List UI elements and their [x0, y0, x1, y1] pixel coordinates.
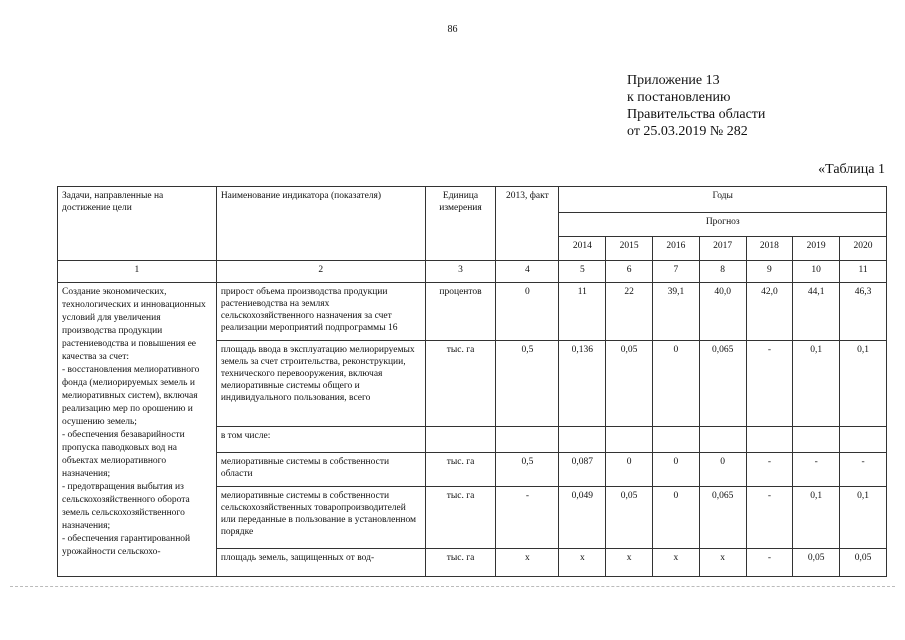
unit-cell: тыс. га [425, 341, 496, 427]
column-number: 3 [425, 261, 496, 283]
value-cell: 0,05 [840, 549, 887, 577]
value-cell: - [746, 453, 793, 487]
column-number: 8 [699, 261, 746, 283]
value-cell: - [793, 453, 840, 487]
indicator-name: мелиоративные системы в собственности области [216, 453, 425, 487]
appendix-line: от 25.03.2019 № 282 [627, 124, 748, 139]
appendix-line: Приложение 13 [627, 73, 720, 88]
value-cell: 0,1 [840, 341, 887, 427]
table-row [58, 283, 887, 341]
header-forecast: Прогноз [559, 213, 887, 237]
indicator-name: в том числе: [216, 427, 425, 453]
value-cell: - [840, 453, 887, 487]
unit-cell: тыс. га [425, 549, 496, 577]
value-cell: 39,1 [653, 283, 700, 341]
column-number: 9 [746, 261, 793, 283]
value-cell: - [746, 487, 793, 549]
year-cell: 2020 [840, 237, 887, 261]
value-cell: 0 [699, 453, 746, 487]
column-number-row [58, 261, 887, 283]
value-cell: 40,0 [699, 283, 746, 341]
unit-cell: тыс. га [425, 453, 496, 487]
header-unit: Единица измерения [425, 187, 496, 261]
value-cell: 11 [559, 283, 606, 341]
header-years: Годы [559, 187, 887, 213]
indicator-name: мелиоративные системы в собственности сельскохозяйственных товаропроизводителей или переданные в пользование в установленном порядке [216, 487, 425, 549]
year-cell: 2016 [653, 237, 700, 261]
unit-cell: процентов [425, 283, 496, 341]
page-bottom-margin [0, 586, 905, 640]
value-cell: 0 [653, 487, 700, 549]
appendix-line: Правительства области [627, 107, 766, 122]
value-cell: - [746, 549, 793, 577]
header-tasks: Задачи, направленные на достижение цели [58, 187, 217, 261]
page-cut-line [10, 586, 895, 587]
year-cell: 2014 [559, 237, 606, 261]
value-cell: 0,1 [793, 341, 840, 427]
appendix-block [627, 72, 765, 140]
fact-cell: - [496, 487, 559, 549]
value-cell: 46,3 [840, 283, 887, 341]
indicator-name: площадь земель, защищенных от вод- [216, 549, 425, 577]
task-description: Создание экономических, технологических и инновационных условий для увеличения производства продукции растениеводства и повышения ее качества за счет: - восстановления мелиоративного фонда (мелиорируемых земель и мелиоративных систем), включая реализацию мер по орошению и осушению земель; - обеспечения безаварийности пропуска паводковых вод на объектах мелиоративного назначения; - предотвращения выбытия из сельскохозяйственного оборота земель сельскохозяйственного назначения; - обеспечения гарантированной урожайности сельскохо- [58, 283, 217, 577]
fact-cell: 0,5 [496, 453, 559, 487]
column-number: 5 [559, 261, 606, 283]
value-cell: 0 [606, 453, 653, 487]
column-number: 10 [793, 261, 840, 283]
value-cell [840, 427, 887, 453]
value-cell: 44,1 [793, 283, 840, 341]
column-number: 1 [58, 261, 217, 283]
column-number: 6 [606, 261, 653, 283]
value-cell [559, 427, 606, 453]
year-cell: 2017 [699, 237, 746, 261]
header-fact-2013: 2013, факт [496, 187, 559, 261]
value-cell: 0,136 [559, 341, 606, 427]
value-cell: 0,05 [793, 549, 840, 577]
indicator-name: прирост объема производства продукции растениеводства на землях сельскохозяйственного назначения за счет реализации мероприятий подпрограммы 16 [216, 283, 425, 341]
page-number: 86 [447, 24, 458, 35]
value-cell: 42,0 [746, 283, 793, 341]
value-cell: х [653, 549, 700, 577]
value-cell: 0,065 [699, 487, 746, 549]
year-cell: 2019 [793, 237, 840, 261]
header-indicator: Наименование индикатора (показателя) [216, 187, 425, 261]
value-cell: 0,05 [606, 487, 653, 549]
value-cell: 0,1 [840, 487, 887, 549]
value-cell: х [559, 549, 606, 577]
value-cell: х [606, 549, 653, 577]
column-number: 2 [216, 261, 425, 283]
table-title: «Таблица 1 [818, 162, 885, 177]
value-cell: 22 [606, 283, 653, 341]
fact-cell: 0 [496, 283, 559, 341]
value-cell: 0,087 [559, 453, 606, 487]
value-cell: - [746, 341, 793, 427]
value-cell: 0 [653, 341, 700, 427]
appendix-line: к постановлению [627, 90, 731, 105]
value-cell [699, 427, 746, 453]
indicator-name: площадь ввода в эксплуатацию мелиорируемых земель за счет строительства, реконструкции, технического перевооружения, включая мелиоративные системы общего и индивидуального пользования, всего [216, 341, 425, 427]
value-cell: х [699, 549, 746, 577]
fact-cell: 0,5 [496, 341, 559, 427]
value-cell [793, 427, 840, 453]
value-cell [653, 427, 700, 453]
value-cell: 0,065 [699, 341, 746, 427]
value-cell: 0,05 [606, 341, 653, 427]
fact-cell: х [496, 549, 559, 577]
column-number: 7 [653, 261, 700, 283]
fact-cell [496, 427, 559, 453]
year-cell: 2018 [746, 237, 793, 261]
value-cell [746, 427, 793, 453]
value-cell [606, 427, 653, 453]
unit-cell [425, 427, 496, 453]
value-cell: 0 [653, 453, 700, 487]
column-number: 4 [496, 261, 559, 283]
unit-cell: тыс. га [425, 487, 496, 549]
year-cell: 2015 [606, 237, 653, 261]
value-cell: 0,049 [559, 487, 606, 549]
column-number: 11 [840, 261, 887, 283]
indicator-table [57, 186, 887, 577]
value-cell: 0,1 [793, 487, 840, 549]
